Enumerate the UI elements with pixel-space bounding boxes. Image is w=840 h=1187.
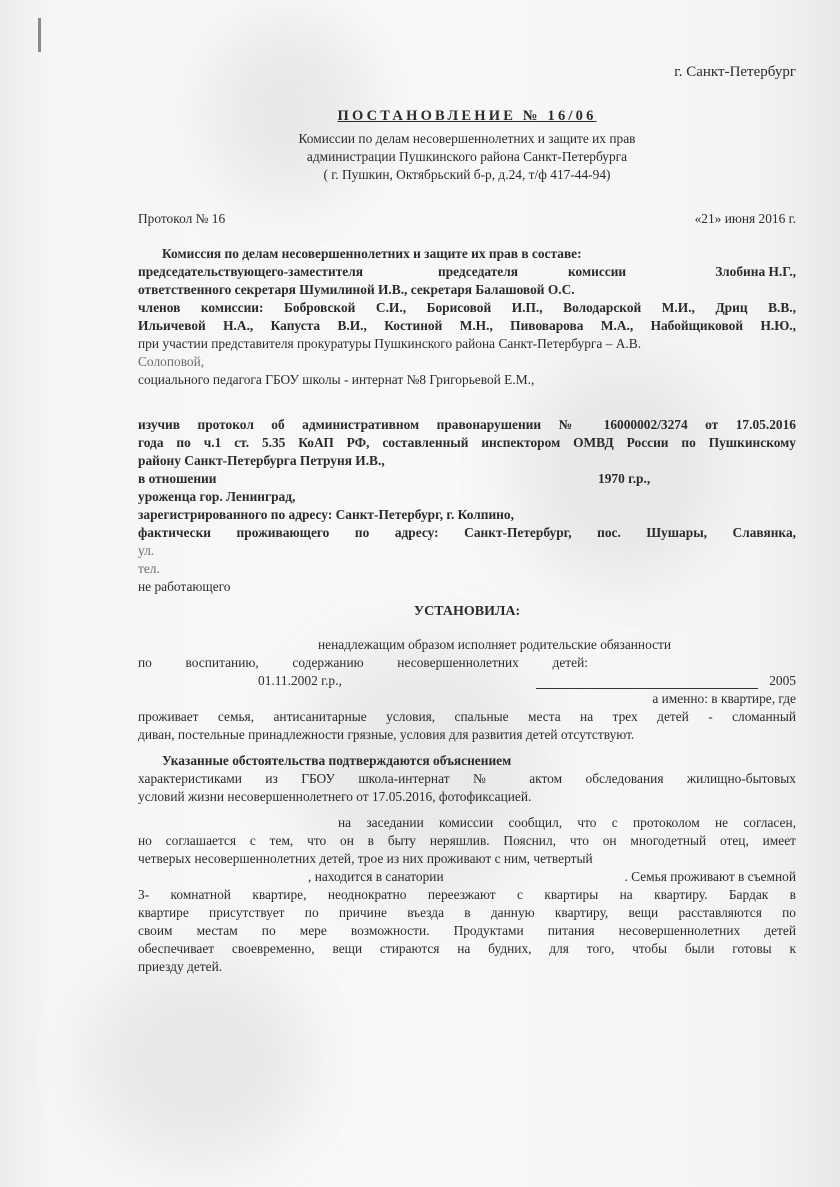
text-line: на заседании комиссии сообщил, что с протоколом не согласен, bbox=[338, 815, 796, 830]
text-line: характеристиками из ГБОУ школа-интернат № актом обследования жилищно-бытовых bbox=[138, 771, 796, 786]
text-line: не работающего bbox=[138, 579, 231, 594]
text-fragment: 2005 bbox=[769, 673, 796, 688]
protocol-number: Протокол № 16 bbox=[138, 211, 226, 226]
text-line: четверых несовершеннолетних детей, трое из них проживают с ним, четвертый bbox=[138, 851, 593, 866]
text-line: Указанные обстоятельства подтверждаются объяснением bbox=[162, 753, 512, 768]
text-line: тел. bbox=[138, 561, 160, 576]
text-line: обеспечивает своевременно, вещи стираются на будних, для того, чтобы были готовы к bbox=[138, 941, 796, 956]
text-fragment: 01.11.2002 г.р., bbox=[258, 673, 342, 688]
subtitle-line: администрации Пушкинского района Санкт-Петербурга bbox=[306, 149, 628, 164]
text-fragment: 1970 г.р., bbox=[598, 471, 651, 486]
text-fragment: Злобина Н.Г., bbox=[715, 264, 796, 279]
text-fragment: . Семья проживают в съемной bbox=[624, 869, 796, 884]
text-line: условий жизни несовершеннолетнего от 17.05.2016, фотофиксацией. bbox=[138, 789, 532, 804]
protocol-row bbox=[138, 210, 796, 228]
text-line: району Санкт-Петербурга Петруня И.В., bbox=[138, 453, 385, 468]
text-line: изучив протокол об административном правонарушении № 16000002/3274 от 17.05.2016 bbox=[138, 417, 796, 432]
subtitle-line: Комиссии по делам несовершеннолетних и защите их прав bbox=[298, 131, 636, 146]
text-line: ненадлежащим образом исполняет родительские обязанности bbox=[318, 637, 672, 652]
text-line bbox=[138, 470, 796, 488]
text-line bbox=[138, 263, 796, 281]
text-line: фактически проживающего по адресу: Санкт-Петербург, пос. Шушары, Славянка, bbox=[138, 525, 796, 540]
text-line: диван, постельные принадлежности грязные, условия для развития детей отсутствуют. bbox=[138, 727, 635, 742]
scan-edge-mark bbox=[38, 18, 41, 52]
text-line: членов комиссии: Бобровской С.И., Борисовой И.П., Володарской М.И., Дриц В.В., bbox=[138, 300, 796, 315]
text-fragment: по воспитанию, содержанию несовершеннолетних детей: bbox=[138, 655, 588, 670]
text-fragment: в отношении bbox=[138, 471, 217, 486]
document-title: ПОСТАНОВЛЕНИЕ № 16/06 bbox=[337, 108, 597, 124]
text-line: Ильичевой Н.А., Капуста В.И., Костиной М.Н., Пивоварова М.А., Набойщиковой Н.Ю., bbox=[138, 318, 796, 333]
section-heading: УСТАНОВИЛА: bbox=[413, 604, 521, 619]
text-line: а именно: в квартире, где bbox=[652, 691, 796, 706]
text-fragment: , находится в санатории bbox=[308, 869, 444, 884]
text-line: Комиссия по делам несовершеннолетних и защите их прав в составе: bbox=[162, 246, 582, 261]
protocol-date: «21» июня 2016 г. bbox=[694, 211, 796, 226]
text-line: года по ч.1 ст. 5.35 КоАП РФ, составленный инспектором ОМВД России по Пушкинскому bbox=[138, 435, 796, 450]
text-line: но соглашается с тем, что он в быту неряшлив. Пояснил, что он многодетный отец, имеет bbox=[138, 833, 796, 848]
text-line: уроженца гор. Ленинград, bbox=[138, 489, 296, 504]
text-fragment: председательствующего-заместителя bbox=[138, 264, 364, 279]
text-line: при участии представителя прокуратуры Пушкинского района Санкт-Петербурга – А.В. bbox=[138, 336, 642, 351]
text-line: квартире присутствует по причине въезда в данную квартиру, вещи расставляются по bbox=[138, 905, 796, 920]
text-fragment: председателя bbox=[438, 264, 518, 279]
text-line: приезду детей. bbox=[138, 959, 223, 974]
text-line: Солоповой, bbox=[138, 354, 205, 369]
subtitle-line: ( г. Пушкин, Октябрьский б-р, д.24, т/ф 417-44-94) bbox=[323, 167, 611, 182]
underline-mark bbox=[536, 688, 758, 689]
text-line: 3- комнатной квартире, неоднократно переезжают с квартиры на квартиру. Бардак в bbox=[138, 887, 796, 902]
scan-shadow bbox=[90, 960, 310, 1160]
text-line: ответственного секретаря Шумилиной И.В., секретаря Балашовой О.С. bbox=[138, 282, 575, 297]
text-line: своим местам по мере возможности. Продуктами питания несовершеннолетних детей bbox=[138, 923, 796, 938]
city-label: г. Санкт-Петербург bbox=[674, 64, 796, 80]
text-line bbox=[138, 654, 658, 672]
text-line: социального педагога ГБОУ школы - интернат №8 Григорьевой Е.М., bbox=[138, 372, 535, 387]
text-line: проживает семья, антисанитарные условия, спальные места на трех детей - сломанный bbox=[138, 709, 796, 724]
text-fragment: комиссии bbox=[568, 264, 627, 279]
text-line: ул. bbox=[138, 543, 155, 558]
text-line: зарегистрированного по адресу: Санкт-Петербург, г. Колпино, bbox=[138, 507, 514, 522]
